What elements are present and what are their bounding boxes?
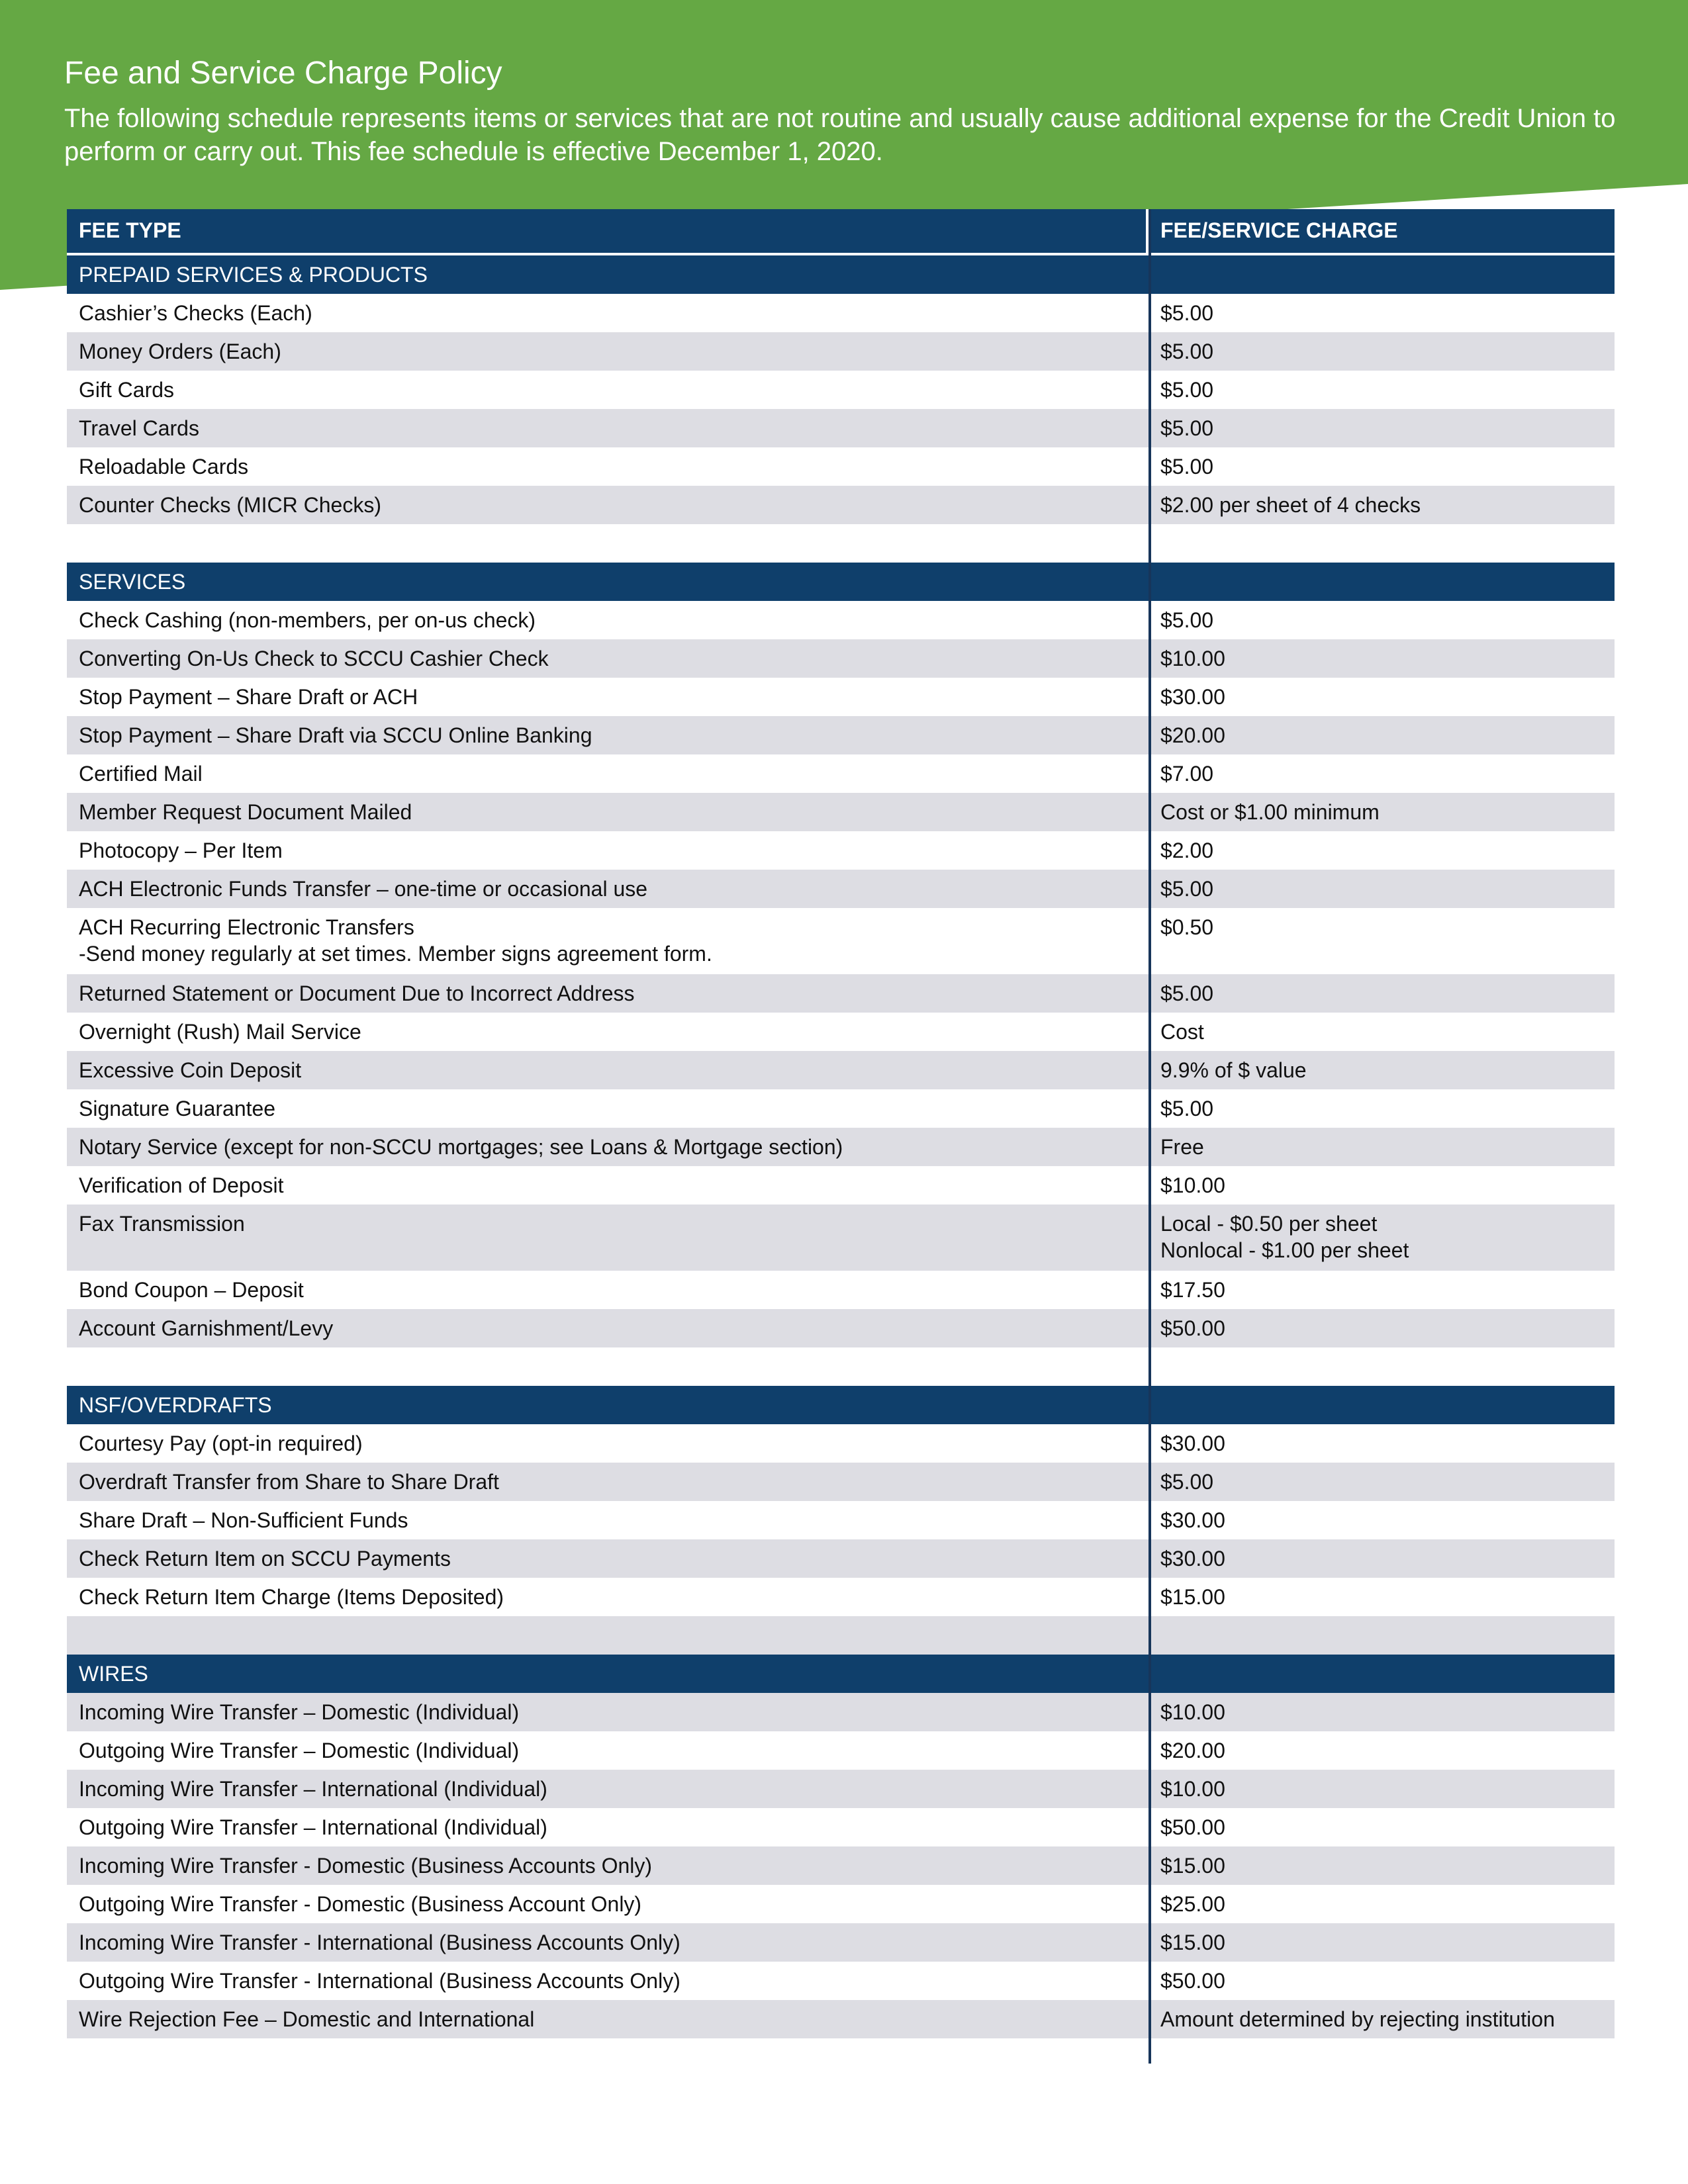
fee-charge: 9.9% of $ value (1160, 1058, 1307, 1082)
fee-charge: Cost (1160, 1020, 1204, 1044)
intro-paragraph: The following schedule represents items or services that are not routine and usually cause additional expense for the Credit Union to perform or carry out. This fee schedule is effective December 1, 2020. (64, 104, 1616, 166)
fee-charge: $15.00 (1160, 1854, 1225, 1878)
fee-table (67, 209, 1615, 2038)
fee-type-line: ACH Recurring Electronic Transfers (79, 915, 414, 939)
table-row (67, 1539, 1615, 1578)
fee-type: Reloadable Cards (79, 455, 249, 478)
fee-type: Incoming Wire Transfer – Domestic (Individual) (79, 1700, 520, 1724)
table-row (67, 1205, 1615, 1271)
fee-charge: $30.00 (1160, 685, 1225, 709)
fee-charge: $5.00 (1160, 455, 1214, 478)
fee-type: Verification of Deposit (79, 1173, 284, 1197)
fee-type: Wire Rejection Fee – Domestic and International (79, 2007, 535, 2031)
table-row (67, 447, 1615, 486)
fee-charge: $30.00 (1160, 1508, 1225, 1532)
table-row (67, 1271, 1615, 1309)
fee-type: Bond Coupon – Deposit (79, 1278, 304, 1302)
fee-charge: $50.00 (1160, 1316, 1225, 1340)
fee-type: Incoming Wire Transfer - International (Business Accounts Only) (79, 1931, 680, 1954)
table-row (67, 601, 1615, 639)
fee-charge: $10.00 (1160, 647, 1225, 670)
fee-type: Gift Cards (79, 378, 175, 402)
table-header-row (67, 209, 1615, 255)
fee-charge: Free (1160, 1135, 1204, 1159)
column-header-fee-charge: FEE/SERVICE CHARGE (1160, 218, 1398, 242)
fee-type (67, 908, 1149, 974)
fee-charge: $20.00 (1160, 1739, 1225, 1762)
table-row (67, 831, 1615, 870)
section-header-services (67, 563, 1615, 601)
fee-type: Share Draft – Non-Sufficient Funds (79, 1508, 408, 1532)
fee-charge: $2.00 per sheet of 4 checks (1160, 493, 1421, 517)
section-header-prepaid (67, 255, 1615, 294)
spacer-row (67, 1616, 1615, 1655)
table-row (67, 1128, 1615, 1166)
table-row (67, 2000, 1615, 2038)
fee-charge: $30.00 (1160, 1547, 1225, 1570)
table-row (67, 1463, 1615, 1501)
section-title: SERVICES (79, 570, 186, 594)
table-row (67, 1808, 1615, 1846)
fee-type: Money Orders (Each) (79, 340, 281, 363)
fee-charge: $5.00 (1160, 981, 1214, 1005)
fee-type: Outgoing Wire Transfer – International (Individual) (79, 1815, 547, 1839)
fee-charge: $5.00 (1160, 340, 1214, 363)
table-row (67, 1578, 1615, 1616)
fee-type: Outgoing Wire Transfer – Domestic (Individual) (79, 1739, 520, 1762)
spacer-row (67, 524, 1615, 563)
table-row (67, 1089, 1615, 1128)
table-row (67, 1885, 1615, 1923)
column-divider (1149, 209, 1151, 2064)
fee-charge: Amount determined by rejecting institution (1160, 2007, 1555, 2031)
table-row (67, 1424, 1615, 1463)
fee-charge: $5.00 (1160, 608, 1214, 632)
fee-type: Overdraft Transfer from Share to Share Draft (79, 1470, 499, 1494)
fee-charge: $20.00 (1160, 723, 1225, 747)
fee-charge: $10.00 (1160, 1700, 1225, 1724)
fee-type: Travel Cards (79, 416, 199, 440)
fee-charge: $50.00 (1160, 1815, 1225, 1839)
fee-type: Counter Checks (MICR Checks) (79, 493, 381, 517)
fee-type: Excessive Coin Deposit (79, 1058, 302, 1082)
table-row (67, 1309, 1615, 1347)
fee-charge: $17.50 (1160, 1278, 1225, 1302)
table-row (67, 409, 1615, 447)
fee-charge: $5.00 (1160, 877, 1214, 901)
fee-type: Check Cashing (non-members, per on-us check) (79, 608, 536, 632)
fee-type: Check Return Item Charge (Items Deposited) (79, 1585, 504, 1609)
fee-type: Signature Guarantee (79, 1097, 276, 1120)
section-title: NSF/OVERDRAFTS (79, 1393, 272, 1417)
table-row (67, 294, 1615, 332)
fee-type: Converting On-Us Check to SCCU Cashier Check (79, 647, 549, 670)
fee-charge: $0.50 (1160, 915, 1214, 939)
fee-charge: $10.00 (1160, 1173, 1225, 1197)
fee-type: Incoming Wire Transfer - Domestic (Business Accounts Only) (79, 1854, 653, 1878)
table-row (67, 754, 1615, 793)
fee-charge: $5.00 (1160, 1470, 1214, 1494)
fee-type: ACH Electronic Funds Transfer – one-time or occasional use (79, 877, 648, 901)
table-row (67, 974, 1615, 1013)
column-header-fee-type: FEE TYPE (67, 209, 1149, 253)
fee-type: Stop Payment – Share Draft or ACH (79, 685, 418, 709)
fee-type: Account Garnishment/Levy (79, 1316, 334, 1340)
section-header-nsf (67, 1386, 1615, 1424)
fee-charge: $15.00 (1160, 1585, 1225, 1609)
fee-type: Returned Statement or Document Due to Incorrect Address (79, 981, 635, 1005)
fee-charge: $50.00 (1160, 1969, 1225, 1993)
fee-type: Notary Service (except for non-SCCU mortgages; see Loans & Mortgage section) (79, 1135, 843, 1159)
fee-type: Stop Payment – Share Draft via SCCU Online Banking (79, 723, 592, 747)
section-title: WIRES (79, 1662, 148, 1686)
table-row (67, 793, 1615, 831)
fee-type: Check Return Item on SCCU Payments (79, 1547, 451, 1570)
fee-charge: $10.00 (1160, 1777, 1225, 1801)
table-row (67, 1051, 1615, 1089)
table-row (67, 1501, 1615, 1539)
fee-type: Outgoing Wire Transfer - International (Business Accounts Only) (79, 1969, 680, 1993)
section-title: PREPAID SERVICES & PRODUCTS (79, 263, 428, 287)
table-row (67, 1013, 1615, 1051)
table-row (67, 486, 1615, 524)
table-row (67, 870, 1615, 908)
fee-type: Member Request Document Mailed (79, 800, 412, 824)
table-row (67, 639, 1615, 678)
table-row (67, 1770, 1615, 1808)
page-header (64, 52, 1626, 168)
table-row (67, 908, 1615, 974)
page-title: Fee and Service Charge Policy (64, 56, 502, 91)
fee-charge-line: Local - $0.50 per sheet (1160, 1212, 1378, 1236)
fee-type: Cashier’s Checks (Each) (79, 301, 312, 325)
fee-charge: $5.00 (1160, 416, 1214, 440)
fee-type: Certified Mail (79, 762, 203, 786)
table-row (67, 678, 1615, 716)
table-row (67, 1846, 1615, 1885)
fee-charge-line: Nonlocal - $1.00 per sheet (1160, 1238, 1409, 1262)
fee-charge: $7.00 (1160, 762, 1214, 786)
table-row (67, 1166, 1615, 1205)
table-row (67, 1923, 1615, 1962)
table-row (67, 371, 1615, 409)
fee-charge: $25.00 (1160, 1892, 1225, 1916)
fee-charge: $30.00 (1160, 1432, 1225, 1455)
fee-type: Courtesy Pay (opt-in required) (79, 1432, 363, 1455)
table-row (67, 716, 1615, 754)
fee-type: Overnight (Rush) Mail Service (79, 1020, 361, 1044)
fee-type-note: -Send money regularly at set times. Member signs agreement form. (79, 942, 712, 966)
fee-charge: Cost or $1.00 minimum (1160, 800, 1380, 824)
fee-charge: $5.00 (1160, 378, 1214, 402)
fee-type: Outgoing Wire Transfer - Domestic (Business Account Only) (79, 1892, 642, 1916)
table-row (67, 1962, 1615, 2000)
fee-type: Fax Transmission (79, 1212, 245, 1236)
fee-type: Photocopy – Per Item (79, 839, 283, 862)
fee-charge (1149, 1205, 1615, 1271)
spacer-row (67, 1347, 1615, 1386)
fee-charge: $2.00 (1160, 839, 1214, 862)
fee-charge: $5.00 (1160, 1097, 1214, 1120)
fee-charge: $5.00 (1160, 301, 1214, 325)
fee-type: Incoming Wire Transfer – International (Individual) (79, 1777, 547, 1801)
table-row (67, 1693, 1615, 1731)
table-row (67, 332, 1615, 371)
section-header-wires (67, 1655, 1615, 1693)
table-row (67, 1731, 1615, 1770)
fee-charge: $15.00 (1160, 1931, 1225, 1954)
